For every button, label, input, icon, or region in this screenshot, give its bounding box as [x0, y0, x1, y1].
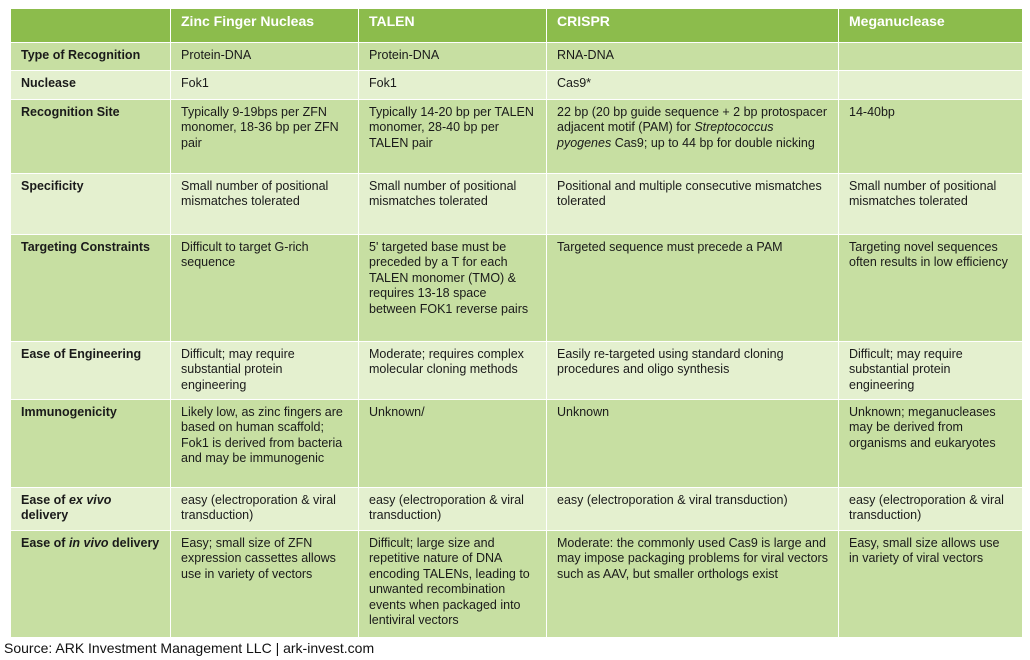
source-caption: Source: ARK Investment Management LLC | ark-invest.com [4, 640, 375, 656]
table-cell: easy (electroporation & viral transduction) [359, 488, 547, 531]
table-cell: Easy; small size of ZFN expression cassettes allows use in variety of vectors [171, 531, 359, 638]
row-label-text: Ease of [21, 493, 69, 507]
header-crispr: CRISPR [547, 9, 839, 43]
table-cell: Fok1 [171, 71, 359, 100]
table-cell: Small number of positional mismatches tolerated [839, 174, 1023, 235]
row-label-italic: in vivo [68, 536, 109, 550]
cell-text: Cas9; up to 44 bp for double nicking [611, 135, 815, 150]
table-cell: Difficult to target G-rich sequence [171, 235, 359, 342]
table-cell: Protein-DNA [171, 43, 359, 71]
table-cell [839, 71, 1023, 100]
table-cell: Cas9* [547, 71, 839, 100]
table-row [11, 488, 1023, 531]
table-row [11, 43, 1023, 71]
table-row [11, 531, 1023, 638]
row-label [11, 531, 171, 638]
table-cell: Protein-DNA [359, 43, 547, 71]
table-row [11, 235, 1023, 342]
table-cell: easy (electroporation & viral transduction) [839, 488, 1023, 531]
table-cell: Unknown [547, 400, 839, 488]
table-cell: Positional and multiple consecutive mismatches tolerated [547, 174, 839, 235]
row-label: Specificity [11, 174, 171, 235]
row-label: Nuclease [11, 71, 171, 100]
table-cell: Typically 14-20 bp per TALEN monomer, 28-40 bp per TALEN pair [359, 100, 547, 174]
table-cell: Moderate: the commonly used Cas9 is large and may impose packaging problems for viral vectors such as AAV, but smaller orthologs exist [547, 531, 839, 638]
gene-editing-comparison-table [10, 8, 1023, 638]
row-label: Immunogenicity [11, 400, 171, 488]
header-row [11, 9, 1023, 43]
row-label-text: delivery [21, 508, 69, 523]
row-label-text: delivery [108, 536, 160, 550]
table-cell: Easy, small size allows use in variety of viral vectors [839, 531, 1023, 638]
table-cell: Moderate; requires complex molecular cloning methods [359, 342, 547, 400]
row-label: Recognition Site [11, 100, 171, 174]
table-row [11, 400, 1023, 488]
table-cell: Typically 9-19bps per ZFN monomer, 18-36 bp per ZFN pair [171, 100, 359, 174]
cell-italic-text: Streptococcus pyogenes [557, 120, 774, 150]
table-cell: Easily re-targeted using standard cloning procedures and oligo synthesis [547, 342, 839, 400]
comparison-table-container [10, 8, 1022, 638]
header-talen: TALEN [359, 9, 547, 43]
table-row [11, 174, 1023, 235]
table-cell: Small number of positional mismatches tolerated [359, 174, 547, 235]
table-cell: Difficult; may require substantial protein engineering [839, 342, 1023, 400]
row-label-italic: ex vivo [68, 493, 112, 507]
cell-text: 22 bp (20 bp guide sequence + 2 bp protospacer adjacent motif (PAM) for [557, 105, 827, 135]
table-cell: Unknown; meganucleases may be derived from organisms and eukaryotes [839, 400, 1023, 488]
table-cell: 5' targeted base must be preceded by a T for each TALEN monomer (TMO) & requires 13-18 space between FOK1 reverse pairs [359, 235, 547, 342]
table-row [11, 342, 1023, 400]
table-cell: Difficult; may require substantial protein engineering [171, 342, 359, 400]
row-label: Ease of Engineering [11, 342, 171, 400]
table-cell [839, 43, 1023, 71]
table-row [11, 71, 1023, 100]
table-cell: easy (electroporation & viral transduction) [547, 488, 839, 531]
row-label-text: Ease of [21, 536, 69, 550]
table-cell: Fok1 [359, 71, 547, 100]
table-cell [547, 100, 839, 174]
row-label [11, 488, 171, 531]
table-cell: easy (electroporation & viral transduction) [171, 488, 359, 531]
table-cell: Unknown/ [359, 400, 547, 488]
table-row [11, 100, 1023, 174]
table-cell: Targeted sequence must precede a PAM [547, 235, 839, 342]
table-cell: Difficult; large size and repetitive nature of DNA encoding TALENs, leading to unwanted recombination events when packaged into lentiviral vectors [359, 531, 547, 638]
table-cell: Targeting novel sequences often results in low efficiency [839, 235, 1023, 342]
header-meganuclease: Meganuclease [839, 9, 1023, 43]
row-label: Type of Recognition [11, 43, 171, 71]
table-cell: RNA-DNA [547, 43, 839, 71]
header-corner [11, 9, 171, 43]
table-cell: 14-40bp [839, 100, 1023, 174]
header-zfn: Zinc Finger Nucleas [171, 9, 359, 43]
table-cell: Small number of positional mismatches tolerated [171, 174, 359, 235]
row-label: Targeting Constraints [11, 235, 171, 342]
table-cell: Likely low, as zinc fingers are based on human scaffold; Fok1 is derived from bacteria and may be immunogenic [171, 400, 359, 488]
